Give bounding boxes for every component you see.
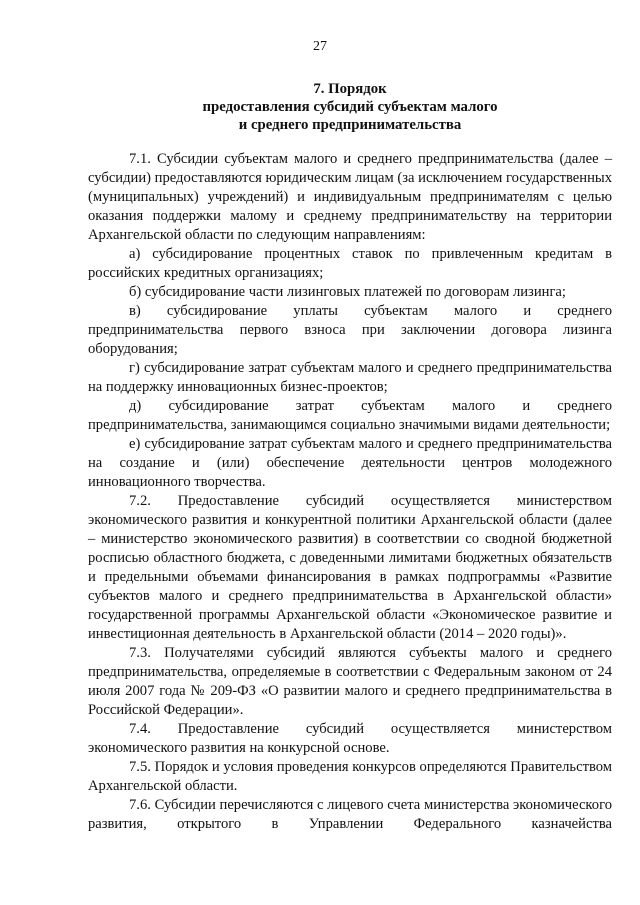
paragraph-7-3: 7.3. Получателями субсидий являются субъекты малого и среднего предпринимательства, определяемые в соответствии с Федеральным законом от 24 июля 2007 года № 209-ФЗ «О развитии малого и среднего предпринимательства в Российской Федерации». (88, 645, 612, 718)
paragraph-7-6: 7.6. Субсидии перечисляются с лицевого счета министерства экономического развития, открытого в Управлении Федерального казначейства (88, 797, 612, 832)
list-item-v: в) субсидирование уплаты субъектам малого и среднего предпринимательства первого взноса при заключении договора лизинга оборудования; (88, 303, 612, 357)
page-number: 27 (313, 39, 327, 54)
section-heading-line: и среднего предпринимательства (238, 117, 462, 133)
paragraph-7-5: 7.5. Порядок и условия проведения конкурсов определяются Правительством Архангельской области. (88, 759, 612, 794)
paragraph-7-1: 7.1. Субсидии субъектам малого и среднего предпринимательства (далее – субсидии) предоставляются юридическим лицам (за исключением государственных (муниципальных) учреждений) и индивидуальным предпринимателям с целью оказания поддержки малому и среднему предпринимательству на территории Архангельской области по следующим направлениям: (88, 151, 612, 243)
section-body (88, 150, 612, 834)
section-heading-line: 7. Порядок (313, 81, 387, 97)
list-item-a: а) субсидирование процентных ставок по привлеченным кредитам в российских кредитных организациях; (88, 246, 612, 281)
list-item-g: г) субсидирование затрат субъектам малого и среднего предпринимательства на поддержку инновационных бизнес-проектов; (88, 360, 612, 395)
section-heading-line: предоставления субсидий субъектам малого (202, 99, 498, 115)
list-item-b: б) субсидирование части лизинговых платежей по договорам лизинга; (129, 284, 566, 300)
section-heading (88, 80, 612, 134)
list-item-d: д) субсидирование затрат субъектам малого и среднего предпринимательства, занимающимся социально значимыми видами деятельности; (88, 398, 612, 433)
list-item-e: е) субсидирование затрат субъектам малого и среднего предпринимательства на создание и (или) обеспечение деятельности центров молодежного инновационного творчества. (88, 436, 612, 490)
paragraph-7-4: 7.4. Предоставление субсидий осуществляется министерством экономического развития на конкурсной основе. (88, 721, 612, 756)
paragraph-7-2: 7.2. Предоставление субсидий осуществляется министерством экономического развития и конкурентной политики Архангельской области (далее – министерство экономического развития) в соответствии со сводной бюджетной росписью областного бюджета, с доведенными лимитами бюджетных обязательств и предельными объемами финансирования в рамках подпрограммы «Развитие субъектов малого и среднего предпринимательства в Архангельской области» государственной программы Архангельской области «Экономическое развитие и инвестиционная деятельность в Архангельской области (2014 – 2020 годы)». (88, 493, 612, 642)
